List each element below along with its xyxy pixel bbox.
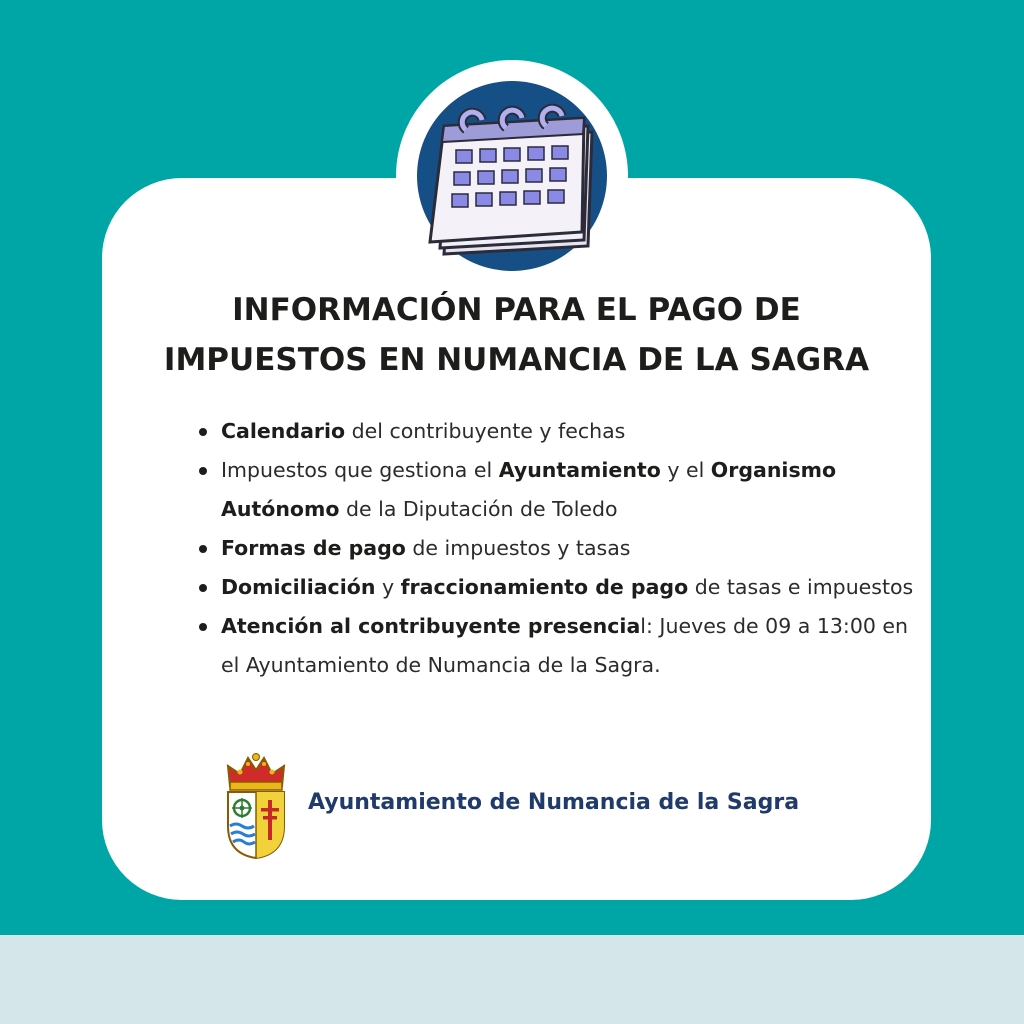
list-item xyxy=(221,529,921,568)
info-list xyxy=(221,412,921,685)
item-bold: Organismo xyxy=(710,458,837,482)
item-bold: fraccionamiento de pago xyxy=(400,575,689,599)
coat-of-arms-icon xyxy=(224,752,288,860)
item-text: y xyxy=(375,575,401,599)
item-text: de la Diputación de Toledo xyxy=(339,497,618,521)
item-text: del contribuyente y fechas xyxy=(345,419,626,443)
item-text: l: Jueves de 09 a 13:00 en el Ayuntamiento de Numancia de la Sagra. xyxy=(221,614,909,677)
item-text: Impuestos que gestiona el xyxy=(221,458,499,482)
calendar-icon xyxy=(396,60,628,292)
list-item xyxy=(221,451,921,529)
item-bold: Autónomo xyxy=(221,497,340,521)
title-line-1: INFORMACIÓN PARA EL PAGO DE xyxy=(232,292,801,328)
item-bold: Ayuntamiento xyxy=(498,458,661,482)
item-text: de impuestos y tasas xyxy=(405,536,631,560)
page-title xyxy=(102,285,931,385)
item-bold: Domiciliación xyxy=(221,575,376,599)
list-item xyxy=(221,568,921,607)
item-text: de tasas e impuestos xyxy=(688,575,914,599)
list-item xyxy=(221,607,921,685)
calendar-badge xyxy=(396,60,628,292)
list-item xyxy=(221,412,921,451)
title-line-2: IMPUESTOS EN NUMANCIA DE LA SAGRA xyxy=(163,342,870,378)
item-bold: Calendario xyxy=(221,419,346,443)
organization-name: Ayuntamiento de Numancia de la Sagra xyxy=(308,790,800,815)
item-text: y el xyxy=(660,458,711,482)
item-bold: Atención al contribuyente presencia xyxy=(221,614,641,638)
item-bold: Formas de pago xyxy=(221,536,406,560)
